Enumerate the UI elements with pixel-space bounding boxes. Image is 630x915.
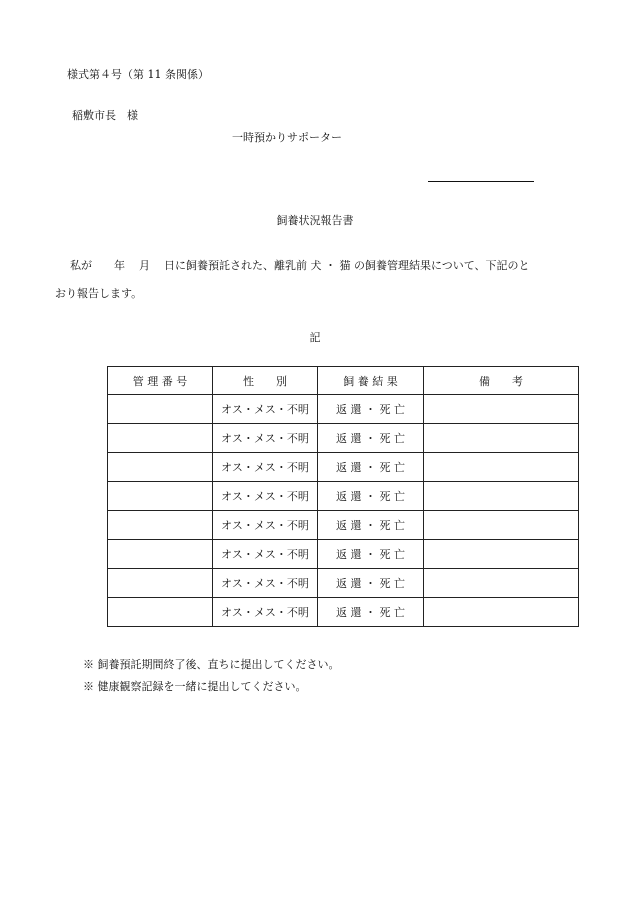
notes: [83, 654, 340, 698]
table-row: [108, 598, 579, 627]
body-month: 月: [139, 259, 150, 272]
table-header-row: [108, 367, 579, 395]
signature-line: [428, 181, 534, 182]
note-item: ※ 飼養預託期間終了後、直ちに提出してください。: [83, 658, 340, 671]
form-number: 様式第４号（第 11 条関係）: [67, 68, 209, 81]
table-body: [108, 395, 579, 627]
header-result: 飼 養 結 果: [318, 367, 424, 395]
body-line-1: [70, 257, 530, 273]
document-title: 飼養状況報告書: [276, 214, 354, 227]
cell-sex: オス・メス・不明: [213, 424, 318, 453]
cell-remarks[interactable]: [424, 511, 579, 540]
cell-number[interactable]: [108, 598, 213, 627]
body-line-2: おり報告します。: [55, 287, 143, 300]
cell-result: 返 還 ・ 死 亡: [318, 511, 424, 540]
header-sex: 性 別: [213, 367, 318, 395]
cell-remarks[interactable]: [424, 453, 579, 482]
cell-sex: オス・メス・不明: [213, 482, 318, 511]
cell-sex: オス・メス・不明: [213, 395, 318, 424]
header-number: 管 理 番 号: [108, 367, 213, 395]
cell-sex: オス・メス・不明: [213, 569, 318, 598]
cell-result: 返 還 ・ 死 亡: [318, 540, 424, 569]
body-rest: 日に飼養預託された、離乳前 犬 ・ 猫 の飼養管理結果について、下記のと: [164, 259, 530, 272]
header-remarks: 備 考: [424, 367, 579, 395]
cell-sex: オス・メス・不明: [213, 511, 318, 540]
cell-result: 返 還 ・ 死 亡: [318, 424, 424, 453]
table-row: [108, 540, 579, 569]
table-row: [108, 569, 579, 598]
cell-remarks[interactable]: [424, 540, 579, 569]
supporter-label: 一時預かりサポーター: [232, 131, 342, 144]
cell-sex: オス・メス・不明: [213, 540, 318, 569]
cell-sex: オス・メス・不明: [213, 598, 318, 627]
addressee: 稲敷市長 様: [72, 109, 138, 122]
cell-result: 返 還 ・ 死 亡: [318, 569, 424, 598]
cell-number[interactable]: [108, 424, 213, 453]
cell-sex: オス・メス・不明: [213, 453, 318, 482]
table-row: [108, 424, 579, 453]
body-start: 私が: [70, 259, 92, 272]
note-item: ※ 健康観察記録を一緒に提出してください。: [83, 680, 307, 693]
cell-result: 返 還 ・ 死 亡: [318, 598, 424, 627]
cell-remarks[interactable]: [424, 569, 579, 598]
cell-remarks[interactable]: [424, 424, 579, 453]
cell-number[interactable]: [108, 511, 213, 540]
ki-heading: 記: [309, 331, 321, 344]
cell-result: 返 還 ・ 死 亡: [318, 453, 424, 482]
cell-number[interactable]: [108, 482, 213, 511]
table-row: [108, 511, 579, 540]
cell-remarks[interactable]: [424, 482, 579, 511]
table-row: [108, 453, 579, 482]
cell-number[interactable]: [108, 540, 213, 569]
cell-remarks[interactable]: [424, 598, 579, 627]
table-row: [108, 395, 579, 424]
cell-remarks[interactable]: [424, 395, 579, 424]
cell-result: 返 還 ・ 死 亡: [318, 395, 424, 424]
cell-number[interactable]: [108, 569, 213, 598]
cell-number[interactable]: [108, 453, 213, 482]
cell-result: 返 還 ・ 死 亡: [318, 482, 424, 511]
table-row: [108, 482, 579, 511]
report-table: [107, 366, 579, 627]
body-year: 年: [114, 259, 125, 272]
cell-number[interactable]: [108, 395, 213, 424]
